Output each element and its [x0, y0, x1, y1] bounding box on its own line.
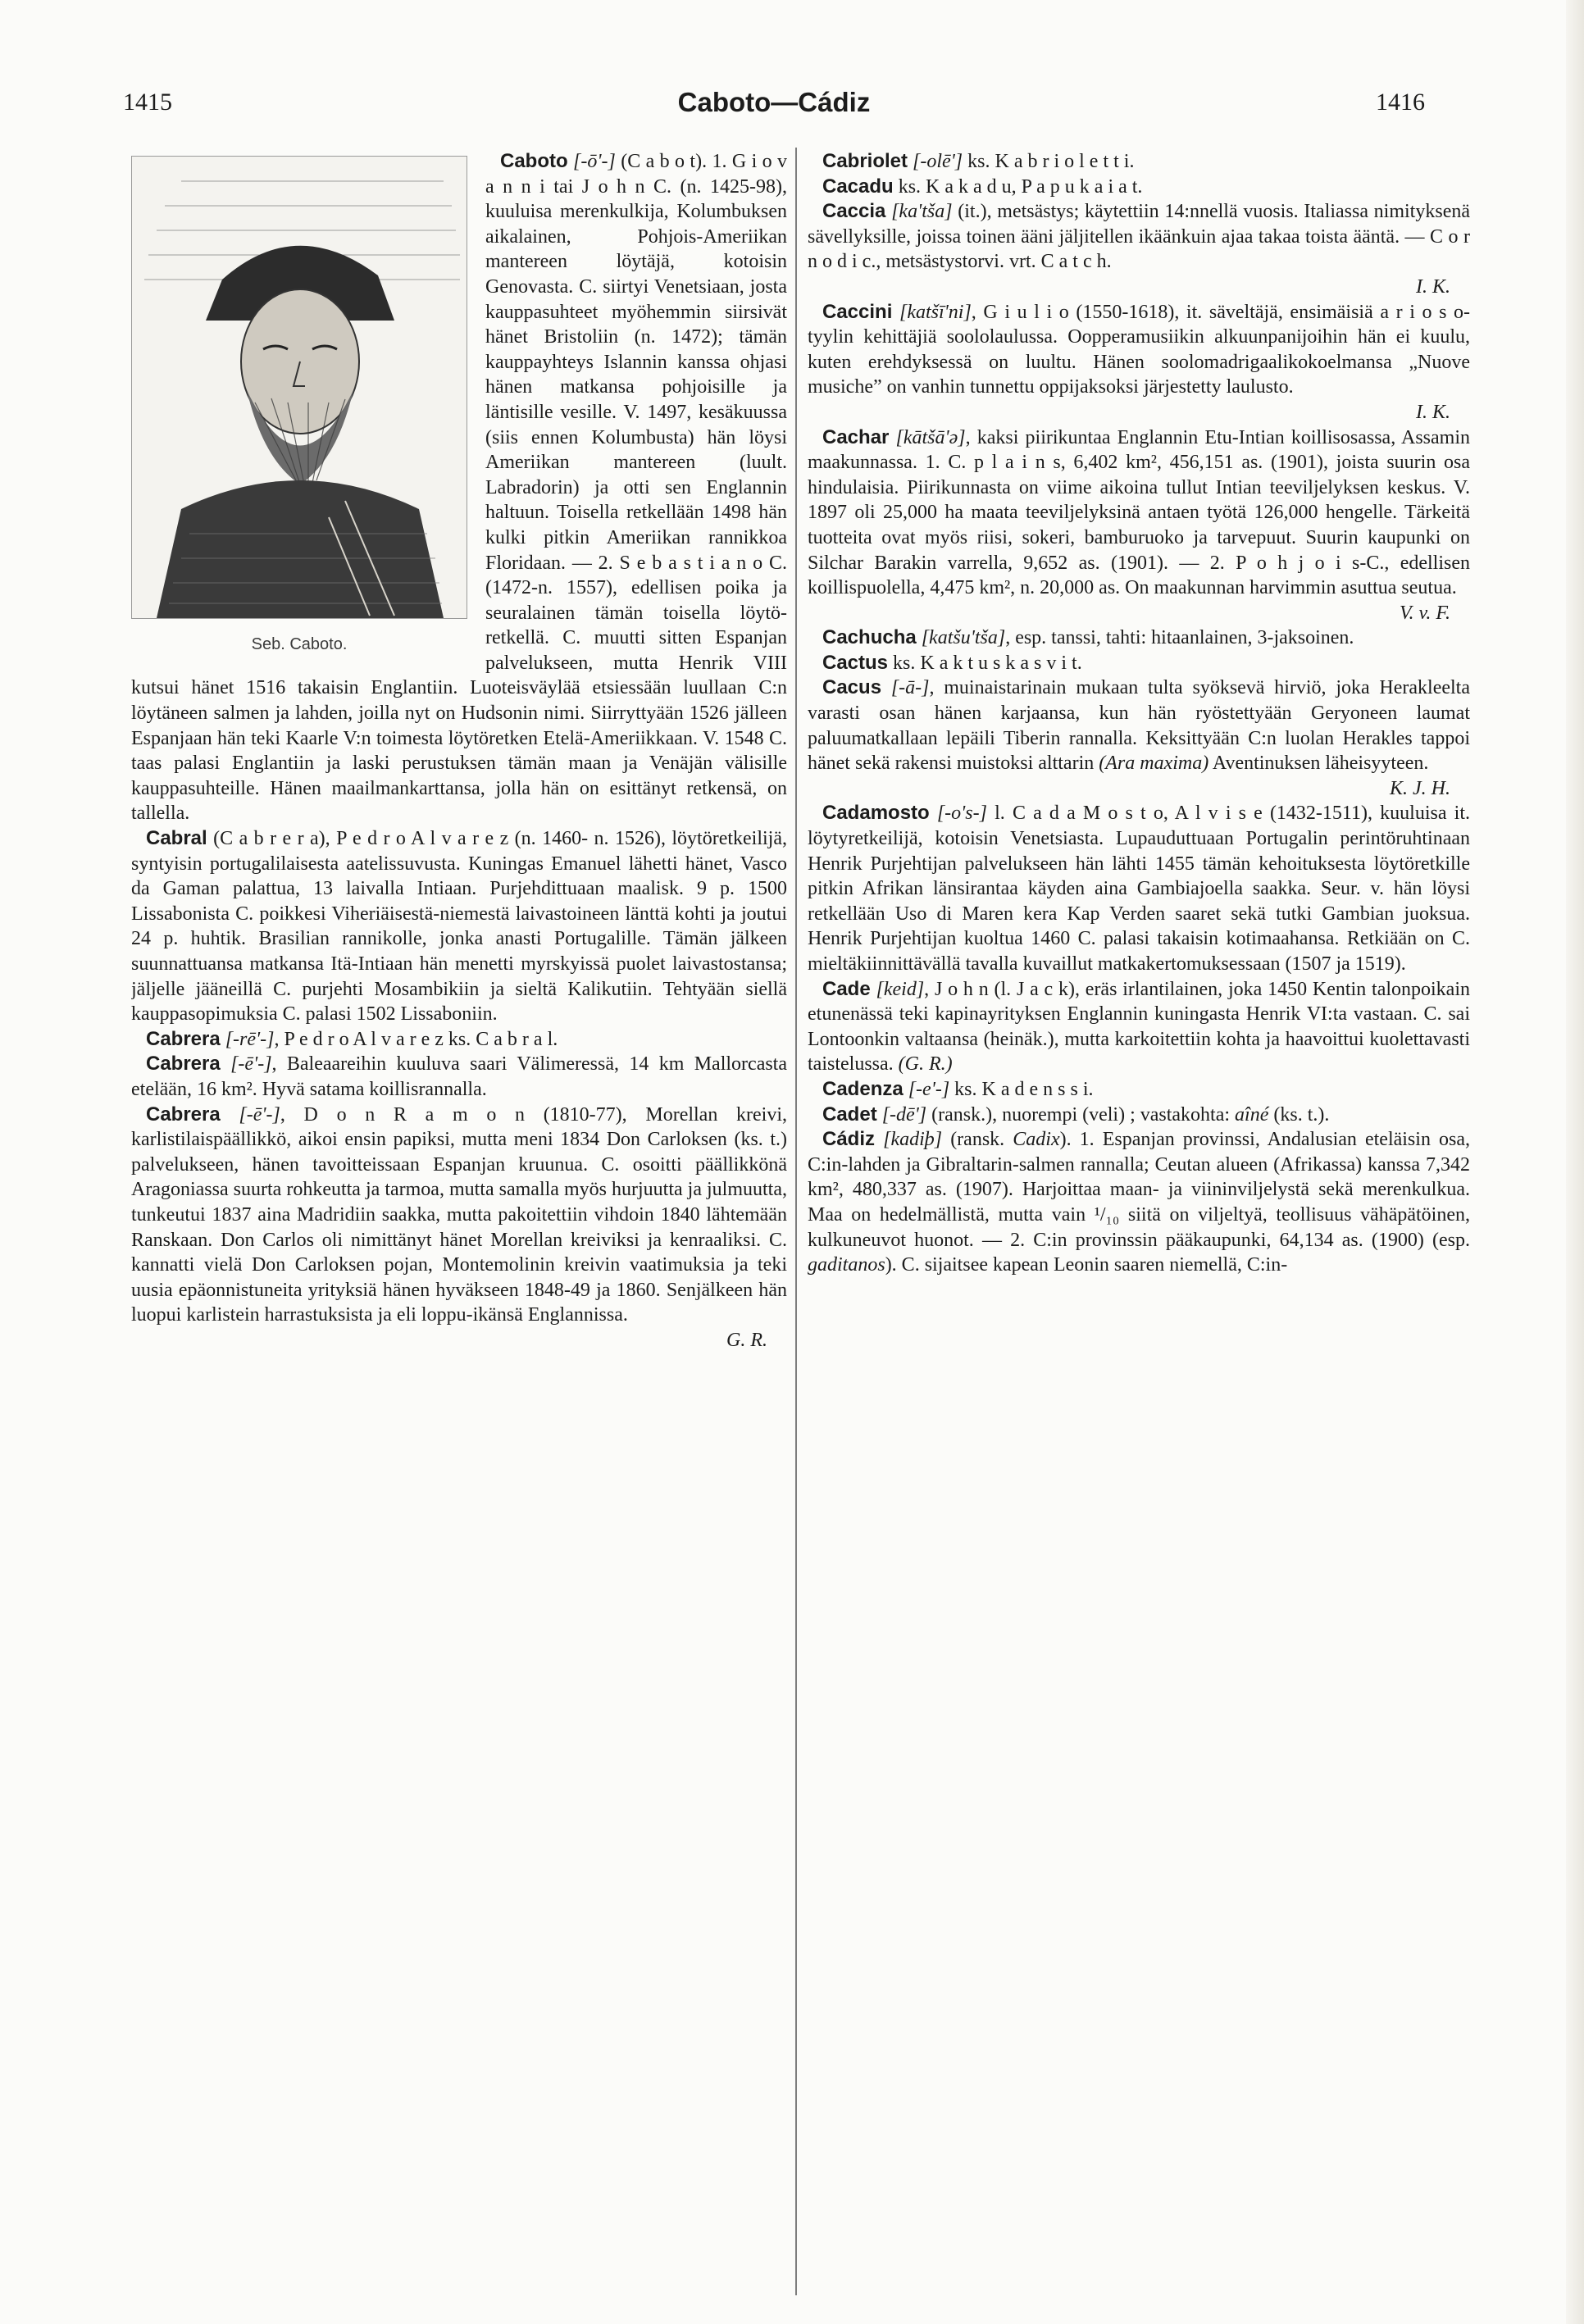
pronunciation: [ka'tša]	[891, 201, 953, 223]
author-signature: V. v. F.	[1399, 602, 1450, 624]
pronunciation: [katšu'tša]	[921, 627, 1006, 649]
pronunciation: [-e'-]	[908, 1078, 950, 1100]
headword: Cadet	[822, 1103, 877, 1126]
entry-text: , muinaistarinain mukaan tulta syöksevä hirviö, joka Herakleelta varasti osan hänen karjaansa, kun hän ryöstettyään Geryoneen laumat paluumatkallaan lepäili Tiberin rannalla. Keksittyään C:n luolan Herakles tappoi hänet sekä rakensi muistoksi alttarin	[808, 677, 1470, 775]
entry-text: , J o h n (l. J a c k), eräs irlantilainen, joka 1450 Kentin talonpoikain etunenässä teki kapinayrityksen Englannin kuningasta Henrik VI:ta vastaan. C. sai Lontoonkin valtaansa (heinäk.), mutta karkoitettiin kohta ja haavoittui kuolettavasti taistelussa.	[808, 978, 1470, 1076]
headword: Cádiz	[822, 1128, 876, 1151]
running-title: Caboto—Cádiz	[677, 87, 871, 117]
entry-text: , esp. tanssi, tahti: hitaanlainen, 3-jaksoinen.	[1005, 627, 1354, 649]
headword: Cadenza	[822, 1077, 904, 1100]
pronunciation: [-ē'-]	[230, 1053, 272, 1076]
entry-italic: aîné	[1235, 1103, 1269, 1126]
pronunciation: [kadiþ]	[883, 1129, 943, 1151]
entry-text: ks. K a k a d u, P a p u k a i a t.	[893, 175, 1143, 198]
entry-text: , D o n R a m o n (1810-77), Morellan kreivi, karlistilaispäällikkö, aikoi ensin papiksi, mutta meni 1834 Don Carloksen (ks. t.) palvelukseen, hänen tavoitteissaan Espanjan kruunua. C. osoitti päällikkönä Aragoniassa suurta rohkeutta ja tarmoa, mutta samalla myös hurjuutta ja julmuutta, tunkeutui 1837 aina Madridiin saakka, mutta pakoitettiin vihdoin 1840 lähtemään Ranskaan. Don Carlos oli nimittänyt hänet Morellan kreiviksi ja kenraaliksi. C. kannatti vielä Don Carloksen pojan, Montemolinin kreivin vaatimuksia ja teki uusia epäonnistuneita yrityksiä hänen hyväkseen 1848-49 ja 1860. Senjälkeen hän luopui karlistein harrastuksista ja eli loppu-ikänsä Englannissa.	[131, 1103, 787, 1326]
entry-text: ks. K a k t u s k a s v i t.	[888, 652, 1082, 674]
entry-text: (C a b o t). 1. G i o v a n n i tai J o h n C. (n. 1425-98), kuuluisa merenkulkija, Kolumbuksen aikalainen, Pohjois-Ameriikan mantereen löytäjä, kotoisin Genovasta. C. siirtyi Venetsiaan, josta kauppasuhteet myöhemmin siirsivät hänet Bristoliin (n. 1472); tämän kauppayhteys Islannin kanssa ohjasi hänen matkansa pohjoisille ja läntisille vesille. V. 1497, kesäkuussa (siis ennen Kolumbusta) hän löysi Ameriikan mantereen (luult. Labradorin) ja otti sen Englannin haltuun. Toisella retkellään 1498 hän kulki pitkin Ameriikan rannikkoa Floridaan. — 2. S e b a s t i a n o C. (1472-n. 1557), edellisen poika ja seuralainen tämän toisella löytö-retkellä. C. muutti sitten Espanjan palvelukseen, mutta Henrik VIII kutsui hänet 1516 takaisin Englantiin. Luoteisväylää etsiessään luullaan C:n löytäneen salmen ja lahden, joilla nyt on Hudsonin nimi. Siirryttyään 1526 jälleen Espanjaan hän teki Kaarle V:n toimesta löytöretken Etelä-Ameriikkaan. V. 1548 C. taas palasi Englantiin ja laski perustuksen tämän maan ja Venäjän välisille kauppasuhteille. Hänen maailmankarttansa, jolla hän on esittänyt retkensä, on tallella.	[131, 151, 787, 825]
entry-cachucha	[808, 625, 1470, 651]
headword: Cadamosto	[822, 802, 930, 825]
headword: Cactus	[822, 651, 889, 674]
author-signature: G. R.	[726, 1329, 767, 1351]
entry-text: (ransk.	[942, 1129, 1013, 1151]
entry-cacus	[808, 675, 1470, 775]
headword: Caccini	[822, 300, 893, 323]
entry-cadiz	[808, 1127, 1470, 1278]
entry-italic: (Ara maxima)	[1099, 753, 1209, 775]
entry-text: ks. K a d e n s s i.	[949, 1078, 1094, 1100]
entry-cacadu	[808, 175, 1470, 200]
entry-text: , P e d r o A l v a r e z ks. C a b r a l.	[274, 1028, 558, 1050]
headword: Cachucha	[822, 626, 917, 649]
entry-text: (C a b r e r a), P e d r o A l v a r e z (n. 1460- n. 1526), löytöretkeilijä, syntyisin portugalilaisesta aatelissuvusta. Kuningas Emanuel lähetti hänet, Vasco da Gaman palattua, 13 laivalla Intiaan. Purjehdittuaan maalisk. 9 p. 1500 Lissabonista C. poikkesi Viheriäisestä-niemestä laivastoineen länttä kohti ja joutui 24 p. huhtik. Brasilian rannikolle, jonka anasti Portugalille. Tämän jälkeen suunnattuansa matkansa Itä-Intiaan hän menetti myrskyissä puolet laivastostansa; jäljelle jääneillä C. purjehti Mosambikiin ja sieltä Kalikutiin. Tehtyään siellä kauppasopimuksia C. palasi 1502 Lissaboniin.	[131, 828, 787, 1026]
entry-cabrera-2	[131, 1052, 787, 1102]
headword: Cabrera	[146, 1053, 221, 1076]
page-header	[123, 89, 1425, 126]
entry-italic-2: gaditanos	[808, 1254, 885, 1276]
entry-text: (it.), metsästys; käytettiin 14:nnellä vuosis. Italiassa nimityksenä sävellyksille, joissa toinen ääni jäljitellen ikäänkuin ajaa takaa toista ääntä. — C o r n o d i c., metsästystorvi. vrt. C a t c h.	[808, 201, 1470, 273]
entry-cabrera-3	[131, 1103, 787, 1328]
pronunciation: [katšī'ni]	[899, 301, 972, 323]
author-signature: I. K.	[1416, 401, 1450, 423]
column-divider	[795, 148, 797, 2295]
portrait-figure	[131, 156, 467, 657]
entry-text-cont-2: ). C. sijaitsee kapean Leonin saaren niemellä, C:in-	[885, 1254, 1288, 1276]
entry-cabriolet	[808, 149, 1470, 175]
entry-caccia	[808, 199, 1470, 275]
headword: Cachar	[822, 425, 890, 448]
headword: Cabriolet	[822, 150, 908, 172]
author-signature: (G. R.)	[898, 1053, 953, 1076]
pronunciation: [-rē'-]	[225, 1028, 275, 1050]
pronunciation: [keid]	[876, 978, 925, 1000]
entry-text: (ransk.), nuorempi (veli) ; vastakohta:	[926, 1103, 1236, 1126]
pronunciation: [-ā-]	[890, 677, 930, 699]
entry-text: l. C a d a M o s t o, A l v i s e (1432-1511), kuuluisa it. löytyretkeilijä, kotoisin Venetsiasta. Lupauduttuaan Portugalin perintöruhtinaan Henrik Purjehtijan palvelukseen hän lähti 1455 tämän kehoituksesta löytöretkille pitkin Afrikan länsirantaa käyden aina Gambiajoella saakka. Seur. v. hän löysi retkellään Uso di Maren kera Kap Verden saaret sekä tutki Gambian juoksua. Henrik Purjehtijan kuoltua 1460 C. palasi takaisin kotimaahansa. Retkiään on C. mieltäkiinnittävällä tavalla kuvaillut matkakertomuksessaan (1507 ja 1519).	[808, 803, 1470, 975]
right-column	[808, 149, 1470, 2313]
entry-cadamosto	[808, 801, 1470, 976]
entry-caccini	[808, 300, 1470, 400]
entry-cadenza	[808, 1077, 1470, 1103]
entry-cadet	[808, 1103, 1470, 1128]
page-number-right: 1416	[1376, 89, 1425, 116]
entry-text: , kaksi piirikuntaa Englannin Etu-Intian koillisosassa, Assamin maakunnassa. 1. C. p l a i n s, 6,402 km², 456,151 as. (1901), joista suurin osa hindulaisia. Piirikunnasta on viime aikoina tullut Intian teeviljelyksen keskus. V. 1897 oli 25,000 ha maata teeviljelyksinä antaen työtä 126,000 hengelle. Tärkeitä tuotteita ovat myös riisi, sokeri, bamburuoko ja tarvepuut. Suurin kaupunki on Silchar Barakin varrella, 9,652 as. (1901). — 2. P o h j o i s-C., edellisen koillispuolella, 4,475 km², n. 20,000 as. On maakunnan harvimmin asuttua seutua.	[808, 426, 1470, 599]
pronunciation: [-olē']	[913, 151, 963, 172]
author-signature: K. J. H.	[1390, 777, 1450, 799]
page-edge-shadow	[1566, 0, 1584, 2324]
entry-text: , Baleaareihin kuuluva saari Välimeressä, 14 km Mallorcasta etelään, 16 km². Hyvä satama koillisrannalla.	[131, 1053, 787, 1100]
headword: Cade	[822, 977, 871, 1000]
headword: Caccia	[822, 200, 886, 223]
entry-cachar	[808, 425, 1470, 601]
headword: Cacadu	[822, 175, 894, 198]
portrait-engraving-icon	[132, 157, 467, 618]
entry-text: ks. K a b r i o l e t t i.	[963, 151, 1135, 172]
headword: Cabrera	[146, 1027, 221, 1050]
headword: Cacus	[822, 676, 882, 699]
entry-cade	[808, 977, 1470, 1077]
pronunciation: [-ō'-]	[573, 151, 616, 172]
pronunciation: [-dē']	[881, 1103, 927, 1126]
entry-text: , G i u l i o (1550-1618), it. säveltäjä, ensimäisiä a r i o s o-tyylin kehittäjiä soololaulussa. Oopperamusiikin alkuunpanijoihin hän ei kuulu, kuten erehdyksessä on luultu. Hänen soolomadrigaalikokoelmansa „Nuove musiche” on vanhin tunnettu oppijaksoksi järjestetty laulusto.	[808, 301, 1470, 398]
headword: Caboto	[500, 150, 568, 172]
left-column	[131, 149, 787, 2313]
page-number-left: 1415	[123, 89, 172, 116]
entry-text-cont: ). 1. Espanjan provinssi, Andalusian eteläisin osa, C:in-lahden ja Gibraltarin-salmen rannalla; Ceutan alueen (Afrikassa) kanssa 7,342 km², 480,337 as. (1907). Harjoittaa maan- ja viininviljelystä sekä merenkulkua. Maa on hedelmällistä, mutta vain ¹/₁₀ siitä on viljeltyä, teollisuus vähäpätöinen, kulkuneuvot huonot. — 2. C:in provinssin pääkaupunki, 64,134 as. (1900) (esp.	[808, 1129, 1470, 1251]
author-signature: I. K.	[1416, 275, 1450, 298]
entry-text-cont: Aventinuksen läheisyyteen.	[1208, 753, 1429, 775]
headword: Cabrera	[146, 1103, 221, 1126]
portrait-caption: Seb. Caboto.	[251, 635, 348, 654]
portrait-image	[131, 156, 467, 619]
entry-cabrera-1	[131, 1027, 787, 1053]
entry-cabral	[131, 826, 787, 1027]
headword: Cabral	[146, 827, 207, 850]
entry-cactus	[808, 651, 1470, 676]
entry-text-cont: (ks. t.).	[1268, 1103, 1330, 1126]
entry-italic: Cadix	[1013, 1129, 1060, 1151]
pronunciation: [kātšā'ə]	[895, 426, 966, 448]
pronunciation: [-ē'-]	[239, 1103, 280, 1126]
pronunciation: [-o's-]	[936, 803, 987, 825]
